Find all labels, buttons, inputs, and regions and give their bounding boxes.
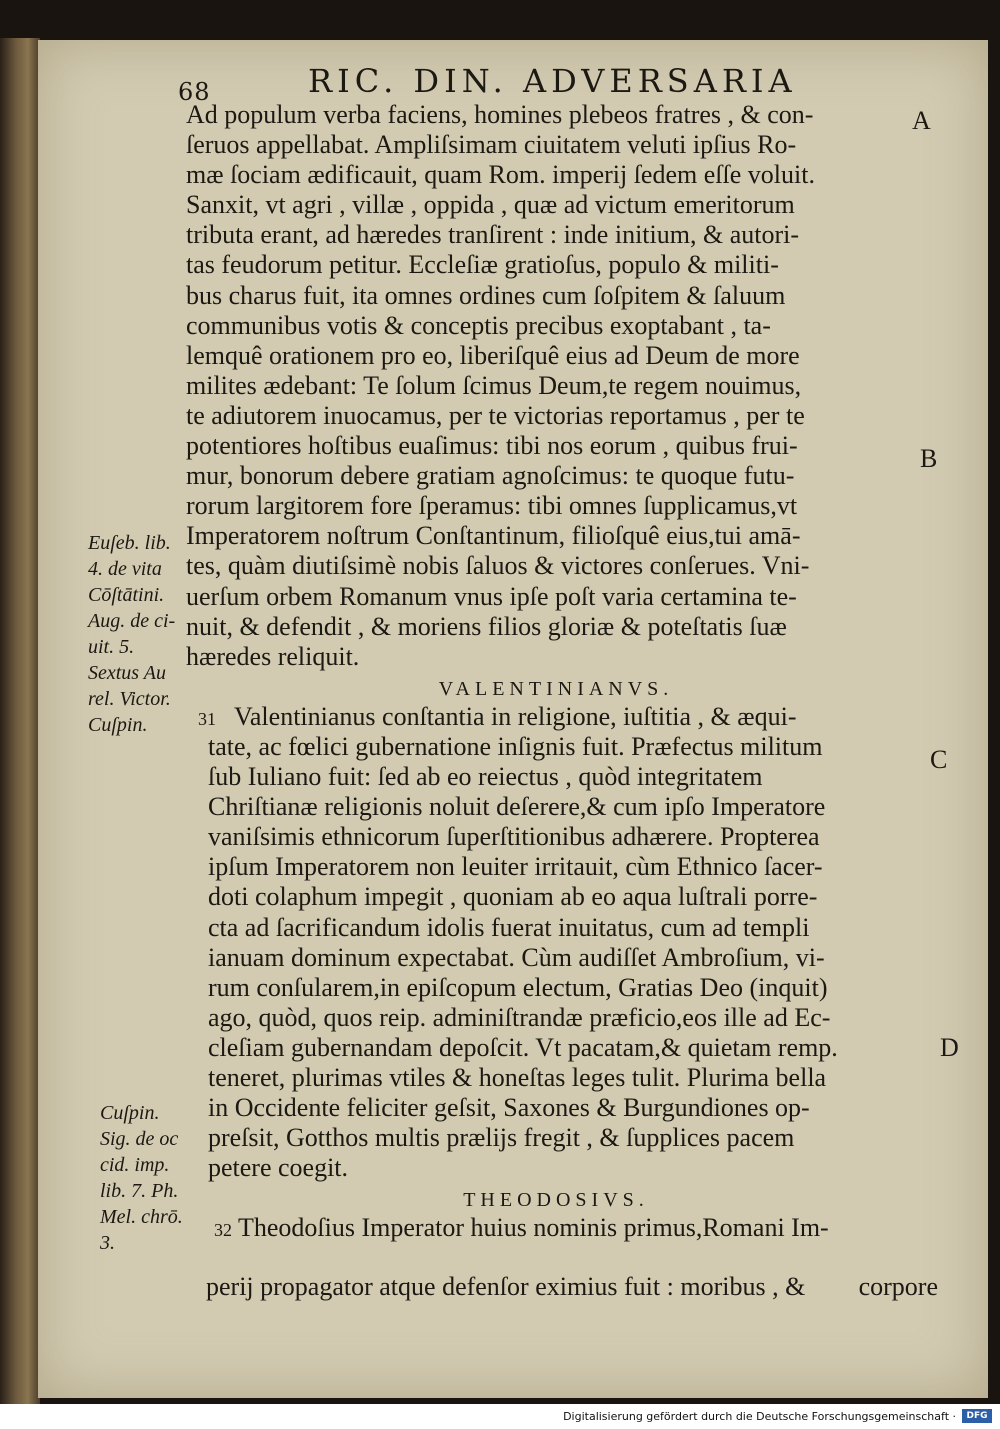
catchword: corpore (858, 1272, 938, 1301)
margin-note-line: Sig. de oc (100, 1128, 179, 1150)
text-line-content: Theodoſius Imperator huius nominis primus,Romani Im- (238, 1213, 829, 1243)
margin-note-line: Sextus Au (88, 662, 166, 684)
text-line: Imperatorem noſtrum Conſtantinum, filioſquê eius,tui amā- (186, 521, 801, 551)
digitization-footer (0, 1404, 1000, 1429)
footer-credit: Digitalisierung gefördert durch die Deutsche Forschungsgemeinschaft · (563, 1410, 956, 1423)
book-binding (0, 38, 40, 1404)
text-line: in Occidente feliciter geſsit, Saxones & Burgundiones op- (208, 1093, 810, 1123)
text-line: Chriſtianæ religionis noluit deſerere,& cum ipſo Imperatore (208, 792, 826, 822)
text-line: Ad populum verba faciens, homines plebeos fratres , & con- (186, 100, 814, 129)
text-line: doti colaphum impegit , quoniam ab eo aqua luſtrali porre- (208, 882, 818, 912)
margin-note-line: lib. 7. Ph. (100, 1180, 179, 1202)
text-line: perij propagator atque defenſor eximius fuit : moribus , & (206, 1272, 806, 1301)
section-letter-d: D (940, 1033, 959, 1062)
text-line: preſsit, Gotthos multis prælijs fregit , & ſupplices pacem (208, 1123, 795, 1153)
margin-note-line: uit. 5. (88, 636, 135, 658)
text-line: uerſum orbem Romanum vnus ipſe poſt varia certamina te- (186, 581, 797, 611)
page-header (178, 62, 898, 106)
margin-note-line: Aug. de ci- (88, 610, 176, 632)
text-line: communibus votis & conceptis precibus exoptabant , ta- (186, 310, 771, 340)
text-line (186, 702, 926, 732)
section-letter-a: A (912, 106, 931, 135)
text-line: rorum largitorem fore ſperamus: tibi omnes ſupplicamus,vt (186, 491, 798, 521)
dfg-logo: DFG (962, 1409, 992, 1423)
text-line: ſeruos appellabat. Ampliſsimam ciuitatem veluti ipſius Ro- (186, 130, 797, 160)
text-line: ago, quòd, quos reip. adminiſtrandæ præficio,eos ille ad Ec- (208, 1002, 831, 1032)
text-line: ipſum Imperatorem non leuiter irritauit, cùm Ethnico ſacer- (208, 852, 823, 882)
text-line (186, 1213, 926, 1243)
margin-note-line: 4. de vita (88, 558, 162, 580)
text-line: tributa erant, ad hæredes tranſirent : inde initium, & autori- (186, 220, 799, 250)
text-line: tes, quàm diutiſsimè nobis ſaluos & victores conſerues. Vni- (186, 551, 810, 581)
margin-note-line: Cuſpin. (88, 714, 148, 736)
section-letter-b: B (920, 444, 938, 473)
text-line: vaniſsimis ethnicorum ſuperſtitionibus adhærere. Propterea (208, 822, 820, 852)
text-line: potentiores hoſtibus euaſimus: tibi nos eorum , quibus frui- (186, 431, 798, 461)
paragraph-number: 32 (214, 1220, 232, 1241)
text-line: bus charus fuit, ita omnes ordines cum ſoſpitem & ſaluum (186, 280, 786, 310)
text-line: teneret, plurimas vtiles & honeſtas leges tulit. Plurima bella (208, 1063, 827, 1092)
text-line: milites ædebant: Te ſolum ſcimus Deum,te regem nouimus, (186, 370, 802, 400)
margin-note-line: Cōſtātini. (88, 584, 165, 606)
text-line: Sanxit, vt agri , villæ , oppida , quæ ad victum emeritorum (186, 190, 795, 220)
section-heading-theodosius: THEODOSIVS. (463, 1189, 649, 1212)
margin-note-line: Cuſpin. (100, 1102, 160, 1124)
page-number: 68 (178, 78, 211, 106)
main-text-block (186, 100, 926, 1244)
text-line: mur, bonorum debere gratiam agnoſcimus: te quoque futu- (186, 461, 795, 491)
text-line: mæ ſociam ædificauit, quam Rom. imperij ſedem eſſe voluit. (186, 160, 815, 190)
margin-note-line: Euſeb. lib. (88, 532, 171, 554)
running-head: RIC. DIN. ADVERSARIA (308, 62, 797, 100)
paragraph-number: 31 (198, 708, 216, 729)
text-line: hæredes reliquit. (186, 641, 360, 671)
text-line: petere coegit. (208, 1153, 349, 1183)
text-line: ianuam dominum expectabat. Cùm audiſſet Ambroſium, vi- (208, 942, 825, 972)
section-heading-valentinianus: VALENTINIANVS. (438, 677, 674, 700)
text-line: rum conſularem,in epiſcopum electum, Gratias Deo (inquit) (208, 972, 828, 1002)
margin-note-line: 3. (100, 1232, 115, 1254)
text-line: nuit, & defendit , & moriens filios gloriæ & poteſtatis ſuæ (186, 611, 787, 641)
section-letter-c: C (930, 745, 948, 774)
margin-note-line: cid. imp. (100, 1154, 170, 1176)
margin-note-sources (88, 530, 175, 738)
text-line: te adiutorem inuocamus, per te victorias reportamus , per te (186, 400, 805, 430)
text-line: tate, ac fœlici gubernatione inſignis fuit. Præfectus militum (208, 731, 823, 761)
margin-note-line: rel. Victor. (88, 688, 171, 710)
text-line: ſub Iuliano fuit: ſed ab eo reiectus , quòd integritatem (208, 762, 763, 792)
text-line: lemquê orationem pro eo, liberiſquê eius ad Deum de more (186, 340, 800, 370)
margin-note-line: Mel. chrō. (100, 1206, 183, 1228)
text-line: cleſiam gubernandam depoſcit. Vt pacatam,& quietam remp. (208, 1032, 838, 1062)
text-line-content: Valentinianus conſtantia in religione, iuſtitia , & æqui- (234, 701, 797, 731)
text-line: cta ad ſacrificandum idolis fuerat inuitatus, cum ad templi (208, 912, 810, 942)
margin-note-sources (100, 1100, 183, 1256)
text-line: tas feudorum petitur. Eccleſiæ gratioſus, populo & militi- (186, 250, 779, 280)
